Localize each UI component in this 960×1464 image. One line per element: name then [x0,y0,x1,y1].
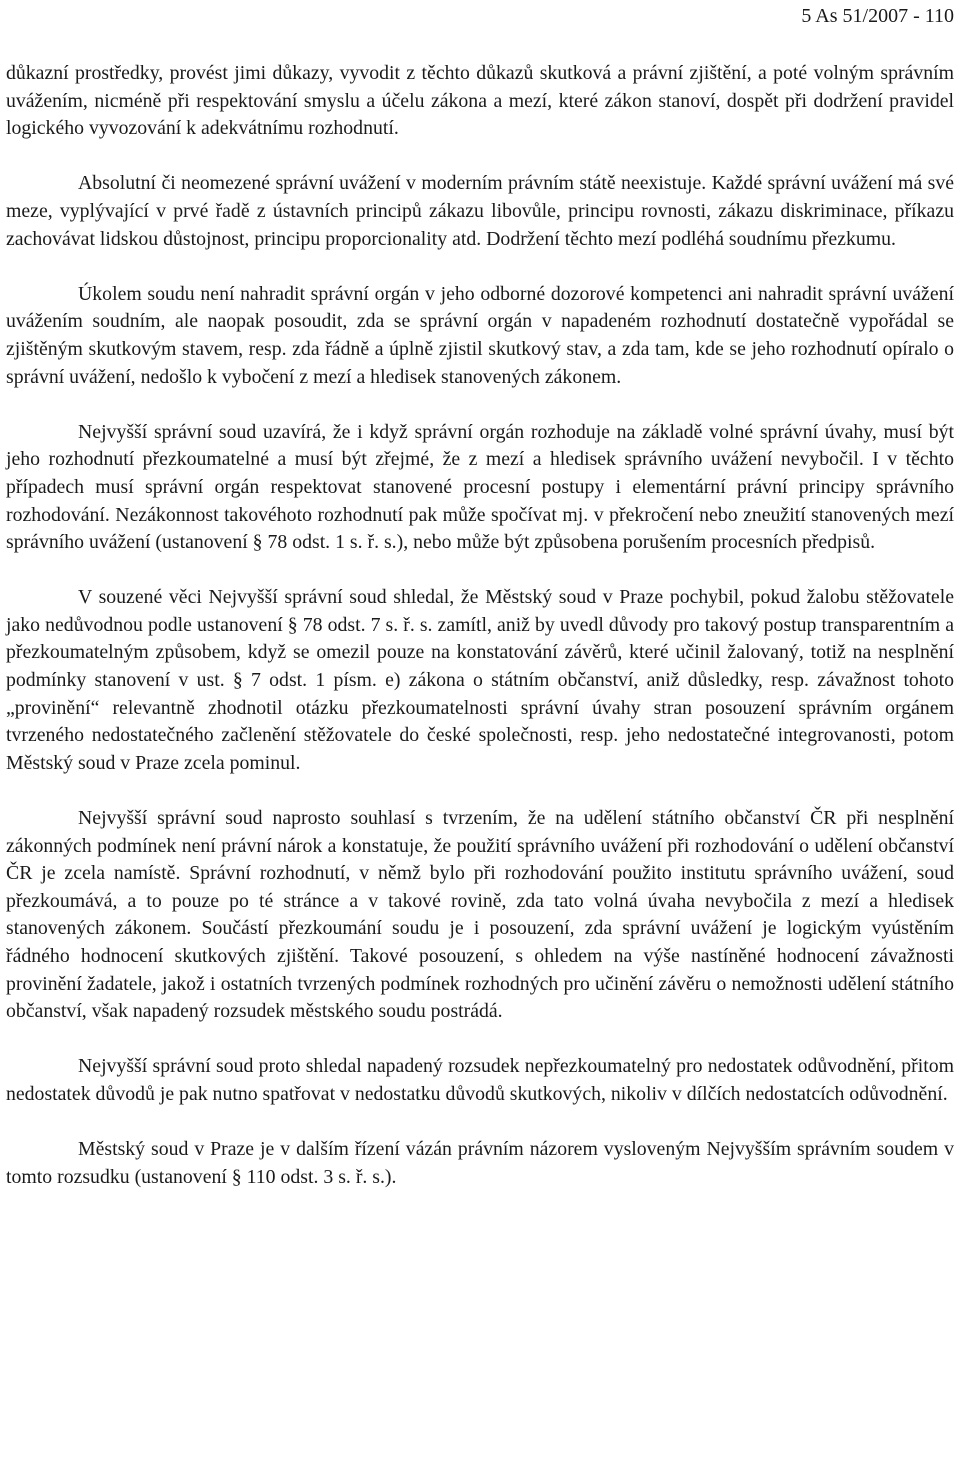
paragraph-2: Absolutní či neomezené správní uvážení v moderním právním státě neexistuje. Každé správní uvážení má své meze, vyplývající v prvé řadě z ústavních principů zákazu libovůle, principu rovnosti, zákazu diskriminace, příkazu zachovávat lidskou důstojnost, principu proporcionality atd. Dodržení těchto mezí podléhá soudnímu přezkumu. [6,172,954,250]
paragraph-4: Nejvyšší správní soud uzavírá, že i když správní orgán rozhoduje na základě volné správní úvahy, musí být jeho rozhodnutí přezkoumatelné a musí být zřejmé, že z mezí a hledisek správního uvážení nevybočil. I v těchto případech musí správní orgán respektovat stanovené procesní postupy i elementární právní principy správního rozhodování. Nezákonnost takovéhoto rozhodnutí pak může spočívat mj. v překročení nebo zneužití stanovených mezí správního uvážení (ustanovení § 78 odst. 1 s. ř. s.), nebo může být způsobena porušením procesních předpisů. [6,420,954,554]
paragraph-1: důkazní prostředky, provést jimi důkazy, vyvodit z těchto důkazů skutková a právní zjištění, a poté volným správním uvážením, nicméně při respektování smyslu a účelu zákona a mezí, které zákon stanoví, dospět při dodržení pravidel logického vyvozování k adekvátnímu rozhodnutí. [6,62,954,140]
paragraph-6: Nejvyšší správní soud naprosto souhlasí s tvrzením, že na udělení státního občanství ČR při nesplnění zákonných podmínek není právní nárok a konstatuje, že použití správního uvážení při rozhodování o udělení občanství ČR je zcela namístě. Správní rozhodnutí, v němž bylo při rozhodování použito institutu správního uvážení, soud přezkoumává, a to pouze po té stránce a v takové rovině, zda tato volná úvaha nevybočila z mezí a hledisek stanovených zákonem. Součástí přezkoumání soudu je i posouzení, zda správní uvážení je logickým vyústěním řádného hodnocení skutkových zjištění. Takové posouzení, s ohledem na výše nastíněné hodnocení závažnosti provinění žadatele, jakož i ostatních tvrzených podmínek rozhodných pro učinění závěru o nemožnosti udělení státního občanství, však napadený rozsudek městského soudu postrádá. [6,807,954,1023]
paragraph-5: V souzené věci Nejvyšší správní soud shledal, že Městský soud v Praze pochybil, pokud žalobu stěžovatele jako nedůvodnou podle ustanovení § 78 odst. 7 s. ř. s. zamítl, aniž by uvedl důvody pro takový postup transparentním a přezkoumatelným způsobem, když se omezil pouze na konstatování závěrů, které učinil žalovaný, totiž na nesplnění podmínky stanovení v ust. § 7 odst. 1 písm. e) zákona o státním občanství, aniž důsledky, resp. závažnost tohoto „provinění“ relevantně zhodnotil otázku přezkoumatelnosti správní úvahy stran posouzení správním orgánem tvrzeného nedostatečného začlenění stěžovatele do české společnosti, resp. jeho nedostatečné integrovanosti, potom Městský soud v Praze zcela pominul. [6,586,954,774]
paragraph-3: Úkolem soudu není nahradit správní orgán v jeho odborné dozorové kompetenci ani nahradit správní uvážení uvážením soudním, ale naopak posoudit, zda se správní orgán v napadeném rozhodnutí dostatečně vypořádal se zjištěným skutkovým stavem, resp. zda řádně a úplně zjistil skutkový stav, a zda tam, kde se jeho rozhodnutí opíralo o správní uvážení, nedošlo k vybočení z mezí a hledisek stanovených zákonem. [6,282,954,388]
document-body [6,60,954,1219]
paragraph-8: Městský soud v Praze je v dalším řízení vázán právním názorem vysloveným Nejvyšším správním soudem v tomto rozsudku (ustanovení § 110 odst. 3 s. ř. s.). [6,1138,954,1188]
paragraph-7: Nejvyšší správní soud proto shledal napadený rozsudek nepřezkoumatelný pro nedostatek odůvodnění, přitom nedostatek důvodů je pak nutno spatřovat v nedostatku důvodů skutkových, nikoliv v dílčích nedostatcích odůvodnění. [6,1055,954,1105]
case-reference: 5 As 51/2007 - 110 [801,5,954,27]
